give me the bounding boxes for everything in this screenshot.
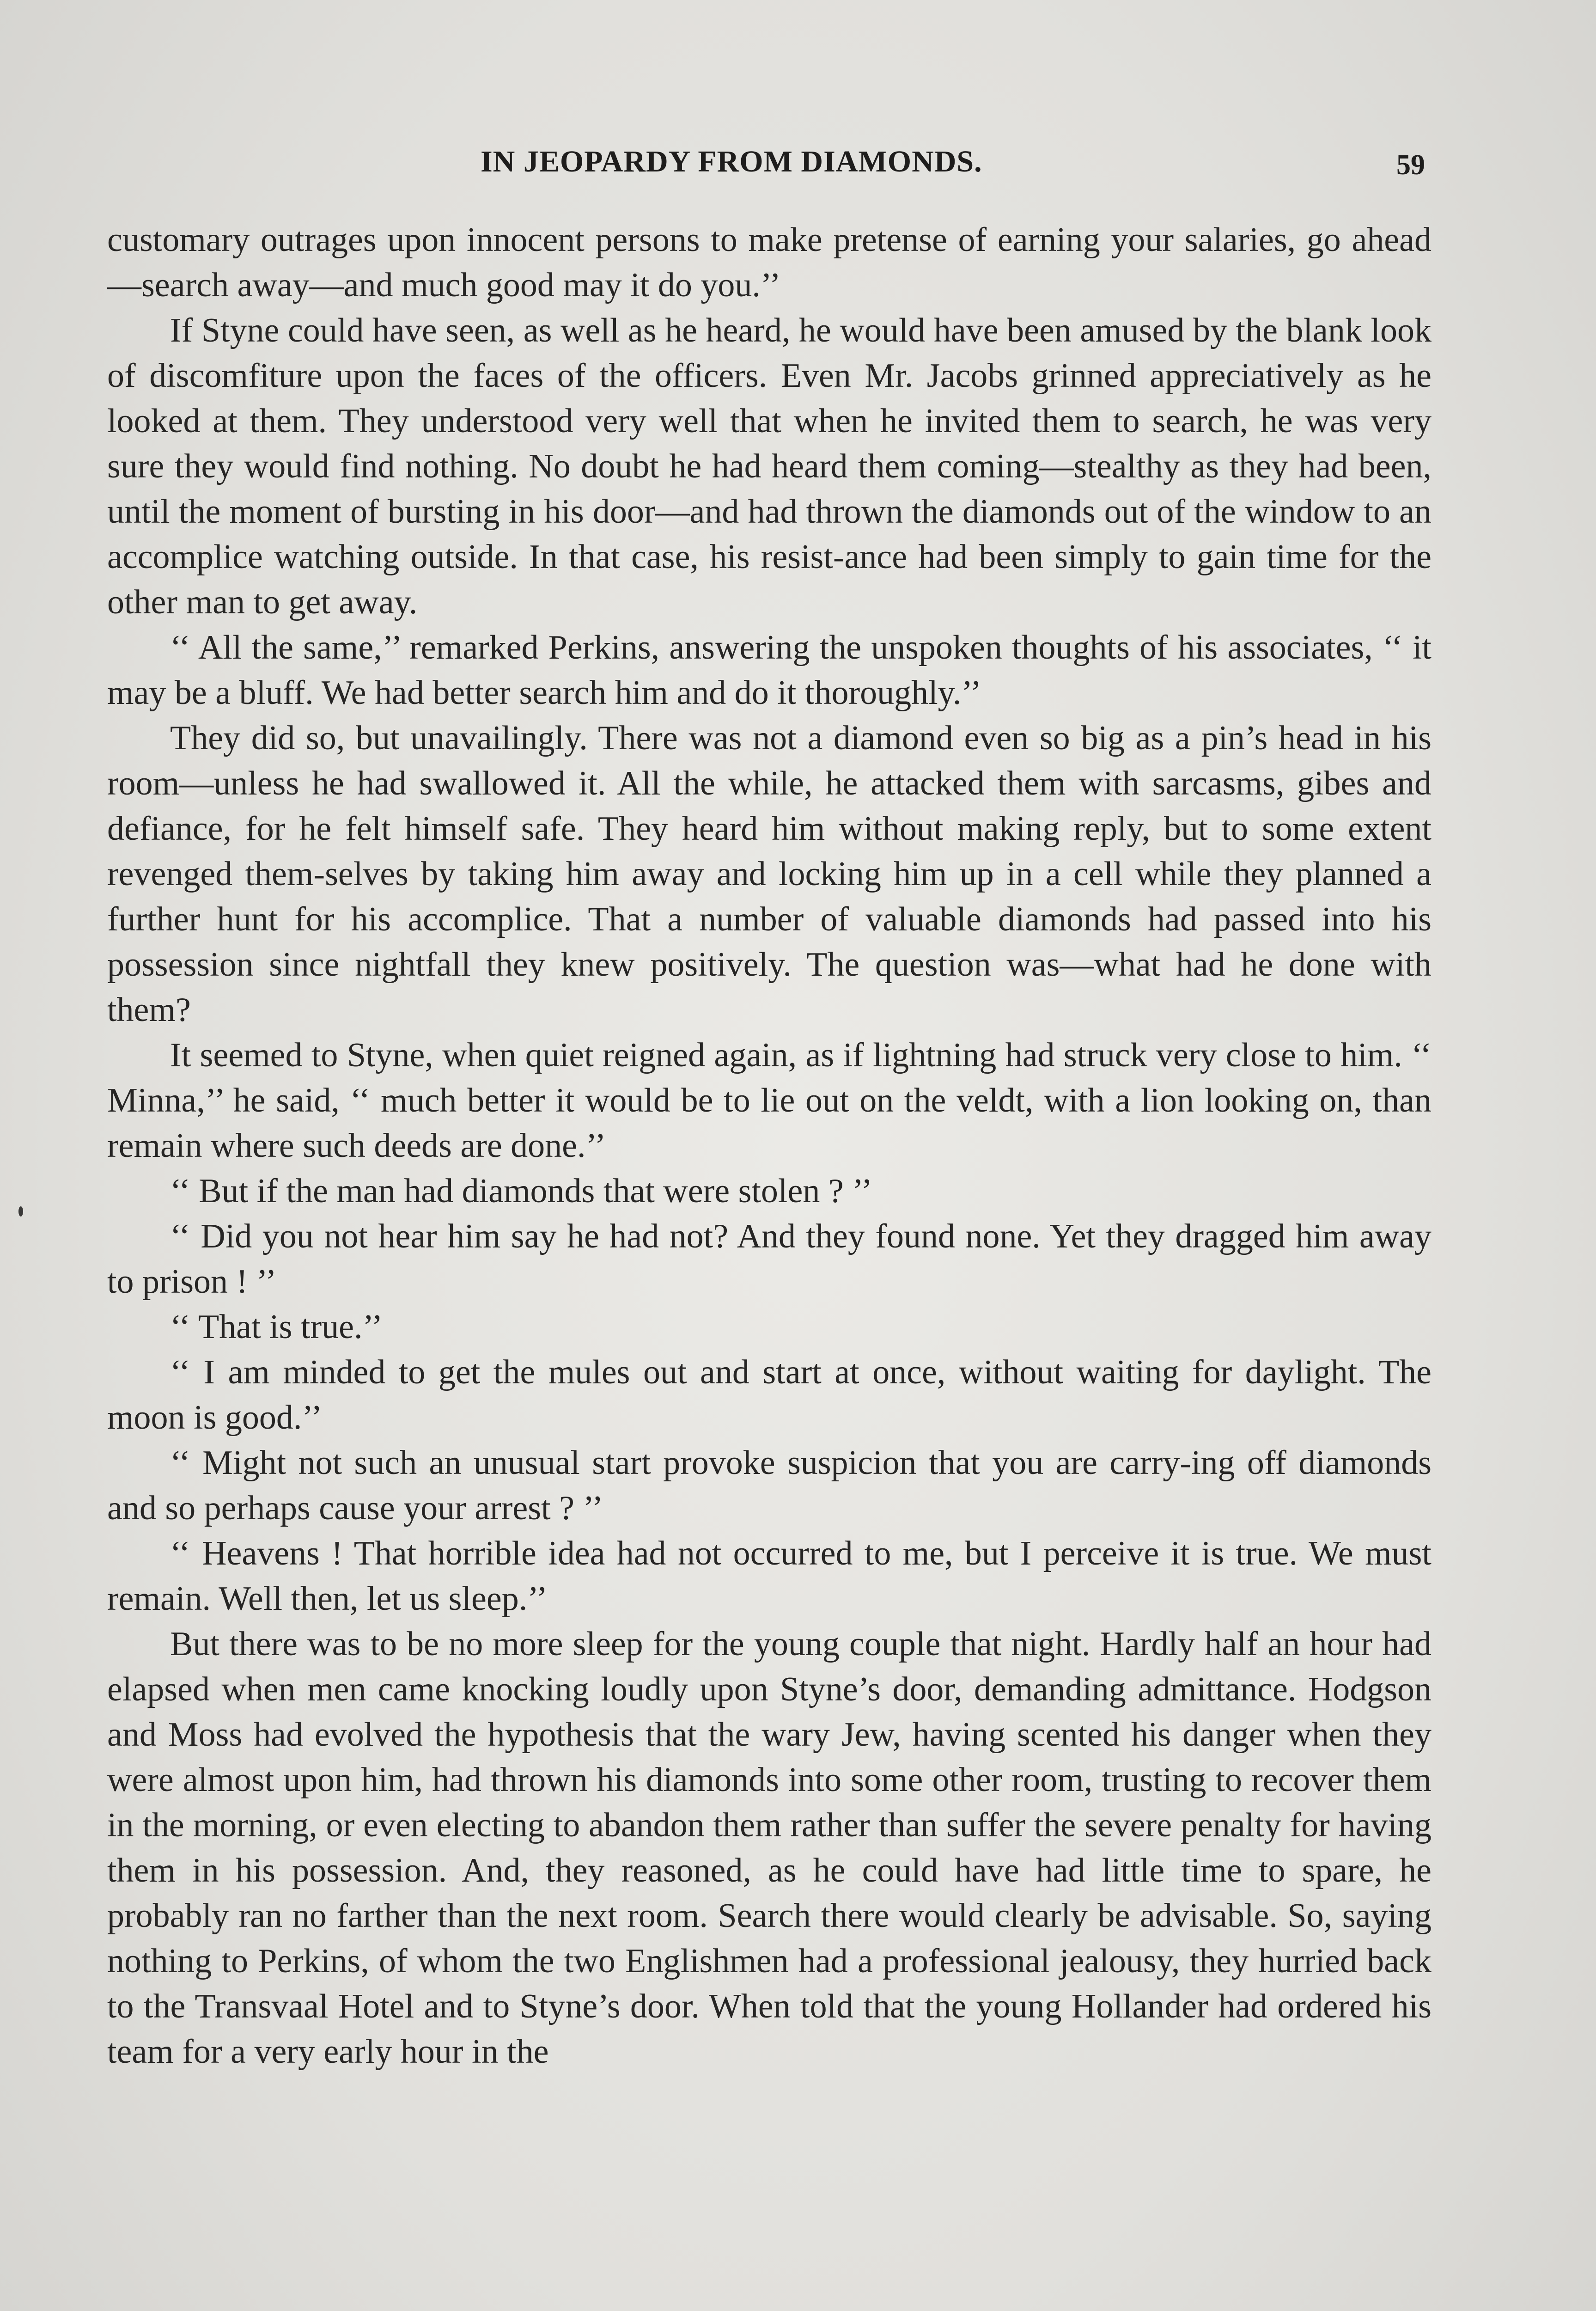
paragraph: ‘‘ I am minded to get the mules out and start at once, without waiting for daylight. The moon is good.’’ (107, 1353, 1432, 1437)
paragraph: If Styne could have seen, as well as he heard, he would have been amused by the blank look of discomfiture upon the faces of the officers. Even Mr. Jacobs grinned appreciatively as he looked at them. They understood very well that when he invited them to search, he was very sure they would find nothing. No doubt he had heard them coming—stealthy as they had been, until the moment of bursting in his door—and had thrown the diamonds out of the window to an accomplice watching outside. In that case, his resist-ance had been simply to gain time for the other man to get away. (107, 312, 1432, 621)
paragraph: customary outrages upon innocent persons to make pretense of earning your salaries, go ahead—search away—and much good may it do you.’’ (107, 221, 1432, 304)
paragraph: ‘‘ All the same,’’ remarked Perkins, answering the unspoken thoughts of his associates, ‘‘ it may be a bluff. We had better search him and do it thoroughly.’’ (107, 629, 1432, 712)
paragraph: ‘‘ Might not such an unusual start provoke suspicion that you are carry-ing off diamonds and so perhaps cause your arrest ? ’’ (107, 1444, 1432, 1527)
page-number: 59 (1396, 149, 1425, 181)
page-header (0, 139, 1596, 194)
paragraph: ‘‘ Did you not hear him say he had not? And they found none. Yet they dragged him away to prison ! ’’ (107, 1217, 1432, 1301)
paragraph: They did so, but unavailingly. There was not a diamond even so big as a pin’s head in his room—unless he had swallowed it. All the while, he attacked them with sarcasms, gibes and defiance, for he felt himself safe. They heard him without making reply, but to some extent revenged them-selves by taking him away and locking him up in a cell while they planned a further hunt for his accomplice. That a number of valuable diamonds had passed into his possession since nightfall they knew positively. The question was—what had he done with them? (107, 719, 1432, 1029)
body-text (107, 217, 1432, 2074)
running-head: IN JEOPARDY FROM DIAMONDS. (481, 145, 982, 178)
paragraph: ‘‘ But if the man had diamonds that were stolen ? ’’ (170, 1172, 872, 1210)
paragraph: But there was to be no more sleep for the young couple that night. Hardly half an hour had elapsed when men came knocking loudly upon Styne’s door, demanding admittance. Hodgson and Moss had evolved the hypothesis that the wary Jew, having scented his danger when they were almost upon him, had thrown his diamonds into some other room, trusting to recover them in the morning, or even electing to abandon them rather than suffer the severe penalty for having them in his possession. And, they reasoned, as he could have had little time to spare, he probably ran no farther than the next room. Search there would clearly be advisable. So, saying nothing to Perkins, of whom the two Englishmen had a professional jealousy, they hurried back to the Transvaal Hotel and to Styne’s door. When told that the young Hollander had ordered his team for a very early hour in the (107, 1625, 1432, 2071)
ink-speck (18, 1206, 23, 1217)
paragraph: ‘‘ Heavens ! That horrible idea had not occurred to me, but I perceive it is true. We must remain. Well then, let us sleep.’’ (107, 1535, 1432, 1618)
paragraph: ‘‘ That is true.’’ (170, 1308, 383, 1346)
paragraph: It seemed to Styne, when quiet reigned again, as if lightning had struck very close to him. ‘‘ Minna,’’ he said, ‘‘ much better it would be to lie out on the veldt, with a lion looking on, than remain where such deeds are done.’’ (107, 1036, 1432, 1165)
